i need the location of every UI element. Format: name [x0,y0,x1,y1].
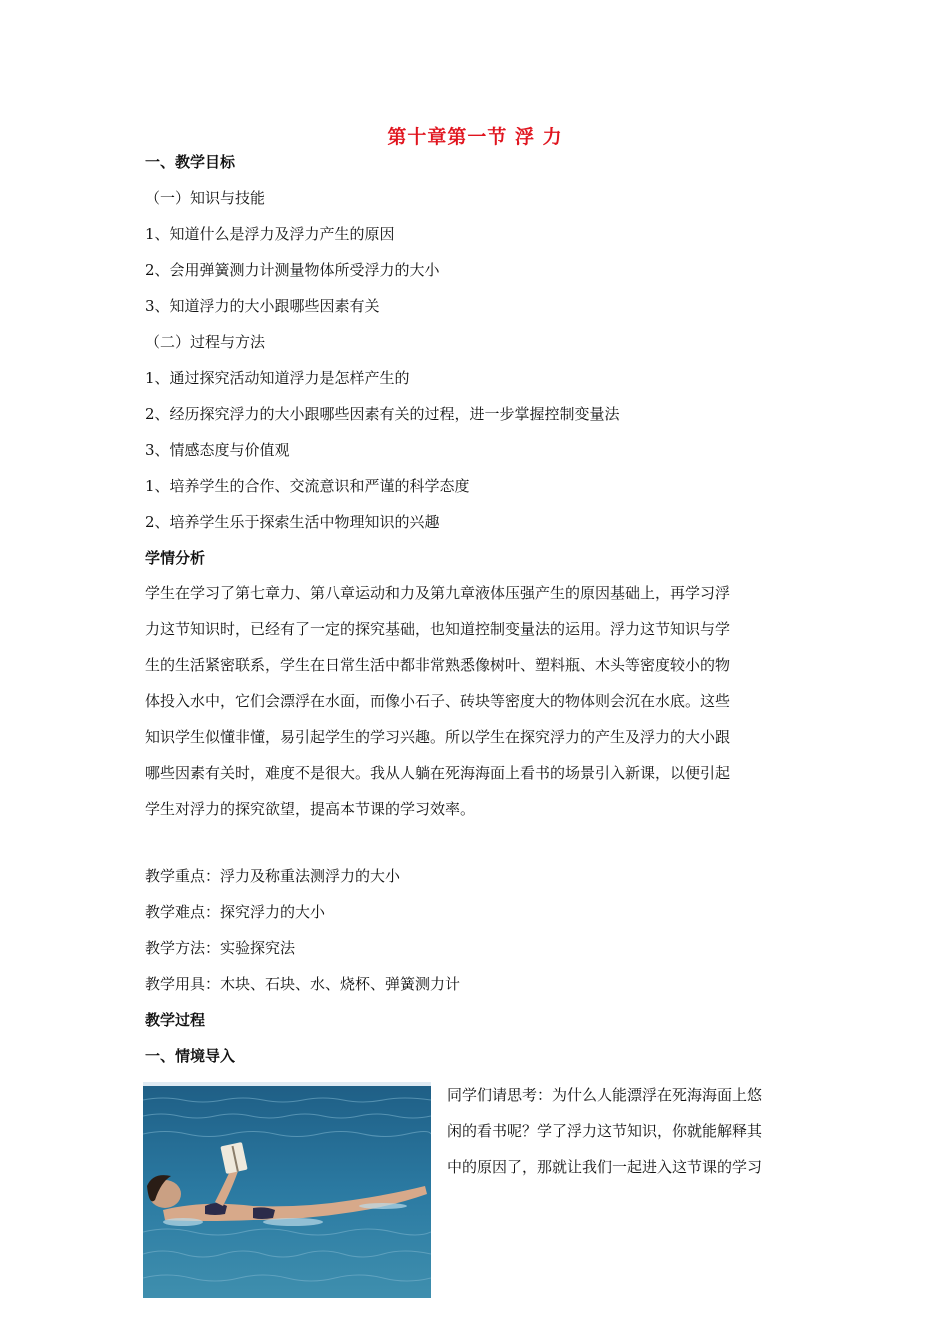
section-heading-process: 教学过程 [145,1011,206,1029]
section-heading-objectives: 一、教学目标 [145,153,236,171]
analysis-paragraph [145,575,807,827]
analysis-line: 学生对浮力的探究欲望，提高本节课的学习效率。 [145,800,476,818]
knowledge-item-1: 1、知道什么是浮力及浮力产生的原因 [145,225,395,243]
analysis-line: 学生在学习了第七章力、第八章运动和力及第九章液体压强产生的原因基础上，再学习浮 [145,584,731,602]
knowledge-item-3: 3、知道浮力的大小跟哪些因素有关 [145,297,380,315]
process-item-3: 3、情感态度与价值观 [145,441,290,459]
section-heading-analysis: 学情分析 [145,549,206,567]
knowledge-item-2: 2、会用弹簧测力计测量物体所受浮力的大小 [145,261,440,279]
subheading-knowledge-skills: （一）知识与技能 [145,189,266,207]
intro-line: 同学们请思考：为什么人能漂浮在死海海面上悠 [447,1086,763,1104]
intro-paragraph [447,1077,809,1185]
analysis-line: 知识学生似懂非懂，易引起学生的学习兴趣。所以学生在探究浮力的产生及浮力的大小跟 [145,728,731,746]
teaching-method: 教学方法：实验探究法 [145,939,296,957]
person-floating-icon [143,1082,431,1298]
subheading-process-method: （二）过程与方法 [145,333,266,351]
analysis-line: 生的生活紧密联系，学生在日常生活中都非常熟悉像树叶、塑料瓶、木头等密度较小的物 [145,656,731,674]
section-heading-intro: 一、情境导入 [145,1047,236,1065]
process-item-2: 2、经历探究浮力的大小跟哪些因素有关的过程，进一步掌握控制变量法 [145,405,620,423]
teaching-tools: 教学用具：木块、石块、水、烧杯、弹簧测力计 [145,975,461,993]
intro-line: 闲的看书呢？学了浮力这节知识，你就能解释其 [447,1122,763,1140]
analysis-line: 力这节知识时，已经有了一定的探究基础，也知道控制变量法的运用。浮力这节知识与学 [145,620,731,638]
page-title: 第十章第一节 浮 力 [387,126,563,148]
attitude-item-2: 2、培养学生乐于探索生活中物理知识的兴趣 [145,513,440,531]
intro-line: 中的原因了，那就让我们一起进入这节课的学习 [447,1158,763,1176]
analysis-line: 哪些因素有关时，难度不是很大。我从人躺在死海海面上看书的场景引入新课，以便引起 [145,764,731,782]
dead-sea-photo [143,1082,431,1298]
teaching-key-point: 教学重点：浮力及称重法测浮力的大小 [145,867,401,885]
process-item-1: 1、通过探究活动知道浮力是怎样产生的 [145,369,410,387]
attitude-item-1: 1、培养学生的合作、交流意识和严谨的科学态度 [145,477,470,495]
teaching-difficulty: 教学难点：探究浮力的大小 [145,903,326,921]
analysis-line: 体投入水中，它们会漂浮在水面，而像小石子、砖块等密度大的物体则会沉在水底。这些 [145,692,731,710]
